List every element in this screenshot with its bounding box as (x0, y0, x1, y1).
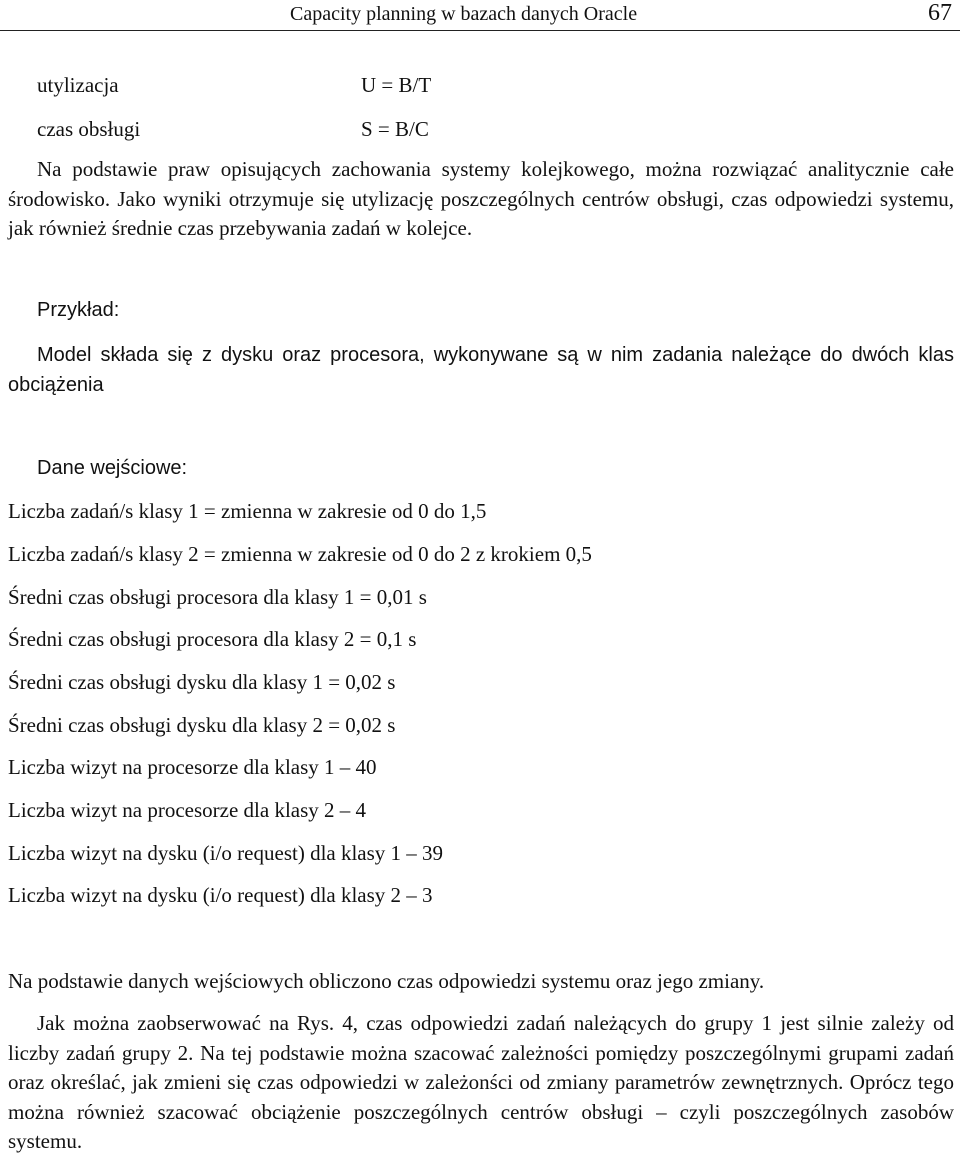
running-title: Capacity planning w bazach danych Oracle (290, 3, 638, 25)
input-heading: Dane wejściowe: (37, 457, 188, 479)
intro-paragraph: Na podstawie praw opisujących zachowania systemy kolejkowego, można rozwiązać analitycznie całe środowisko. Jako wyniki otrzymuje się utylizację poszczególnych centrów obsługi, czas odpowiedzi systemu, jak również średnie czas przebywania zadań w kolejce. (8, 157, 954, 240)
input-item: Średni czas obsługi procesora dla klasy 2 = 0,1 s (8, 627, 417, 651)
example-paragraph: Model składa się z dysku oraz procesora, wykonywane są w nim zadania należące do dwóch klas obciążenia (8, 344, 954, 396)
example-heading: Przykład: (37, 299, 120, 321)
definition-formula-utilization: U = B/T (361, 73, 432, 97)
definition-formula-service-time: S = B/C (361, 117, 429, 141)
input-item: Liczba wizyt na procesorze dla klasy 1 – 40 (8, 755, 377, 779)
input-item: Liczba wizyt na procesorze dla klasy 2 – 4 (8, 798, 367, 822)
page-header (0, 0, 960, 31)
input-item: Średni czas obsługi dysku dla klasy 2 = 0,02 s (8, 713, 396, 737)
input-item: Liczba zadań/s klasy 2 = zmienna w zakresie od 0 do 2 z krokiem 0,5 (8, 542, 592, 566)
input-item: Liczba zadań/s klasy 1 = zmienna w zakresie od 0 do 1,5 (8, 499, 487, 523)
page-number: 67 (928, 0, 952, 26)
input-item: Średni czas obsługi procesora dla klasy 1 = 0,01 s (8, 585, 427, 609)
conclusion-paragraph: Jak można zaobserwować na Rys. 4, czas odpowiedzi zadań należących do grupy 1 jest silnie zależy od liczby zadań grupy 2. Na tej podstawie można szacować zależności pomiędzy poszczególnymi grupami zadań oraz określać, jak zmieni się czas odpowiedzi w zależonści od zmiany parametrów zewnętrznych. Oprócz tego można również szacować obciążenie poszczególnych centrów obsługi – czyli poszczególnych zasobów systemu. (8, 1011, 954, 1153)
input-item: Liczba wizyt na dysku (i/o request) dla klasy 2 – 3 (8, 883, 433, 907)
input-item: Liczba wizyt na dysku (i/o request) dla klasy 1 – 39 (8, 841, 444, 865)
input-item: Średni czas obsługi dysku dla klasy 1 = 0,02 s (8, 670, 396, 694)
definition-label-service-time: czas obsługi (37, 117, 141, 141)
result-sentence: Na podstawie danych wejściowych obliczono czas odpowiedzi systemu oraz jego zmiany. (8, 969, 765, 993)
definition-label-utilization: utylizacja (37, 73, 119, 97)
